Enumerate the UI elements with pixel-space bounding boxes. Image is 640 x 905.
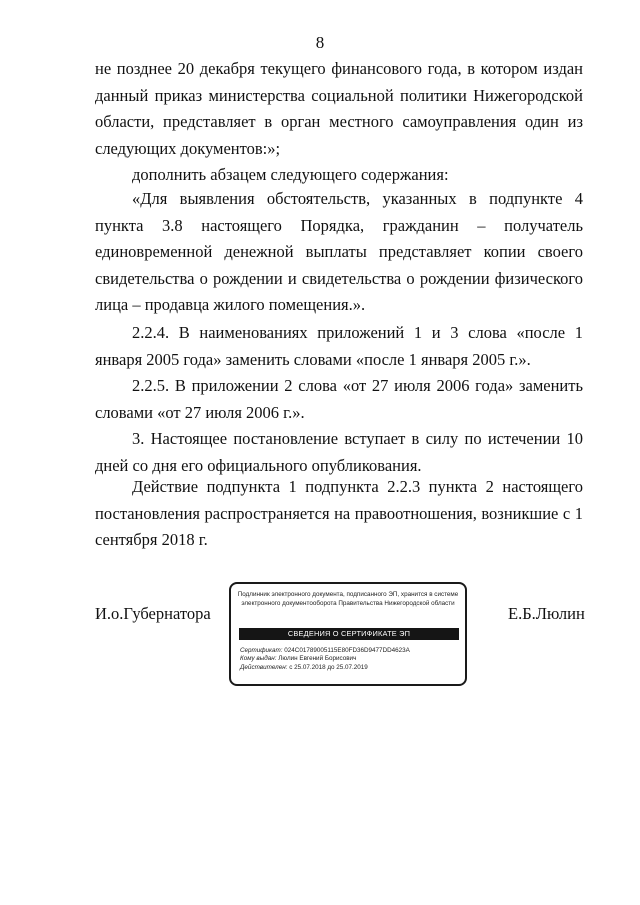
issued-to-row [240,655,462,663]
signatory-position: И.о.Губернатора [95,604,211,623]
paragraph-quoted-text: «Для выявления обстоятельств, указанных в подпункте 4 пункта 3.8 настоящего Порядка, гражданин – получатель единовременной денежной выплаты представляет копии своего свидетельства о рождении и свидетельства о рождении физического лица – продавца жилого помещения.». [95,189,583,314]
issued-to-label: Кому выдан: [240,655,277,663]
page-number: 8 [315,33,325,52]
paragraph-effect: Действие подпункта 1 подпункта 2.2.3 пункта 2 настоящего постановления распространяется на правоотношения, возникшие с 1 сентября 2018 г. [95,477,583,549]
certificate-value: 024C01789005115E80FD36D9477DD4623A [284,647,410,654]
stamp-details [240,647,462,672]
paragraph-2-2-4: 2.2.4. В наименованиях приложений 1 и 3 слова «после 1 января 2005 года» заменить словами «после 1 января 2005 г.». [95,323,583,369]
validity-row [240,664,462,672]
paragraph-2-2-5: 2.2.5. В приложении 2 слова «от 27 июля 2006 года» заменить словами «от 27 июля 2006 г.». [95,376,583,422]
stamp-header: СВЕДЕНИЯ О СЕРТИФИКАТЕ ЭП [239,628,459,640]
signatory-name: Е.Б.Люлин [508,604,585,623]
certificate-label: Сертификат: [240,647,283,654]
paragraph-continuation: не позднее 20 декабря текущего финансового года, в котором издан данный приказ министерства социальной политики Нижегородской области, представляет в орган местного самоуправления один из следующих документов:»; [95,59,583,158]
validity-value: с 25.07.2018 до 25.07.2019 [289,663,368,671]
issued-to-value: Люлин Евгений Борисович [278,655,357,663]
electronic-signature-stamp [229,582,467,686]
validity-label: Действителен: [240,663,288,671]
stamp-note: Подлинник электронного документа, подписанного ЭП, хранится в системе электронного документооборота Правительства Нижегородской области [237,591,459,607]
paragraph-3: 3. Настоящее постановление вступает в силу по истечении 10 дней со дня его официального опубликования. [95,429,583,475]
paragraph-amend-intro: дополнить абзацем следующего содержания: [132,165,449,184]
